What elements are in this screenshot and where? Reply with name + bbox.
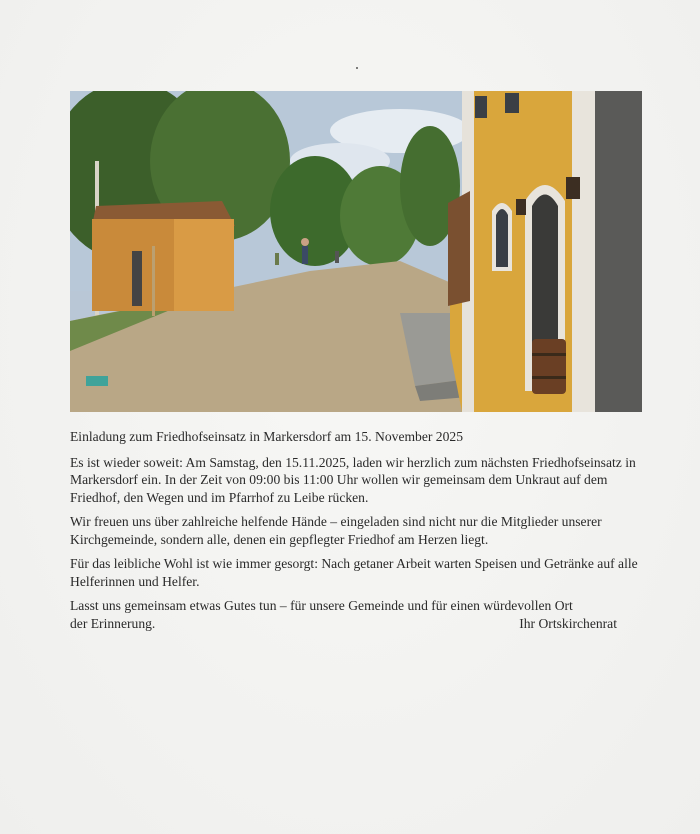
paragraph-helpers: Wir freuen uns über zahlreiche helfende Hände – eingeladen sind nicht nur die Mitglieder unserer Kirchgemeinde, sondern alle, denen ein gepflegter Friedhof am Herzen liegt.: [70, 514, 602, 547]
photo-illustration: [70, 91, 642, 412]
closing-signature-row: [70, 615, 642, 633]
invitation-text: [70, 428, 642, 632]
closing-line-1: Lasst uns gemeinsam etwas Gutes tun – für unsere Gemeinde und für einen würdevollen Ort: [70, 598, 573, 613]
speck: [356, 67, 358, 69]
paragraph-closing: [70, 597, 642, 615]
signature: Ihr Ortskirchenrat: [519, 615, 617, 631]
invitation-heading: Einladung zum Friedhofseinsatz in Markersdorf am 15. November 2025: [70, 429, 463, 444]
photo-cemetery-courtyard: [70, 91, 642, 412]
closing-line-2: der Erinnerung.: [70, 615, 156, 631]
paragraph-date-time: Es ist wieder soweit: Am Samstag, den 15.11.2025, laden wir herzlich zum nächsten Friedhofseinsatz in Markersdorf ein. In der Zeit von 09:00 bis 11:00 Uhr wollen wir gemeinsam dem Unkraut auf dem Friedhof, den Wegen und im Pfarrhof zu Leibe rücken.: [70, 454, 636, 505]
paragraph-refreshments: Für das leibliche Wohl ist wie immer gesorgt: Nach getaner Arbeit warten Speisen und Getränke auf alle Helferinnen und Helfer.: [70, 556, 638, 589]
